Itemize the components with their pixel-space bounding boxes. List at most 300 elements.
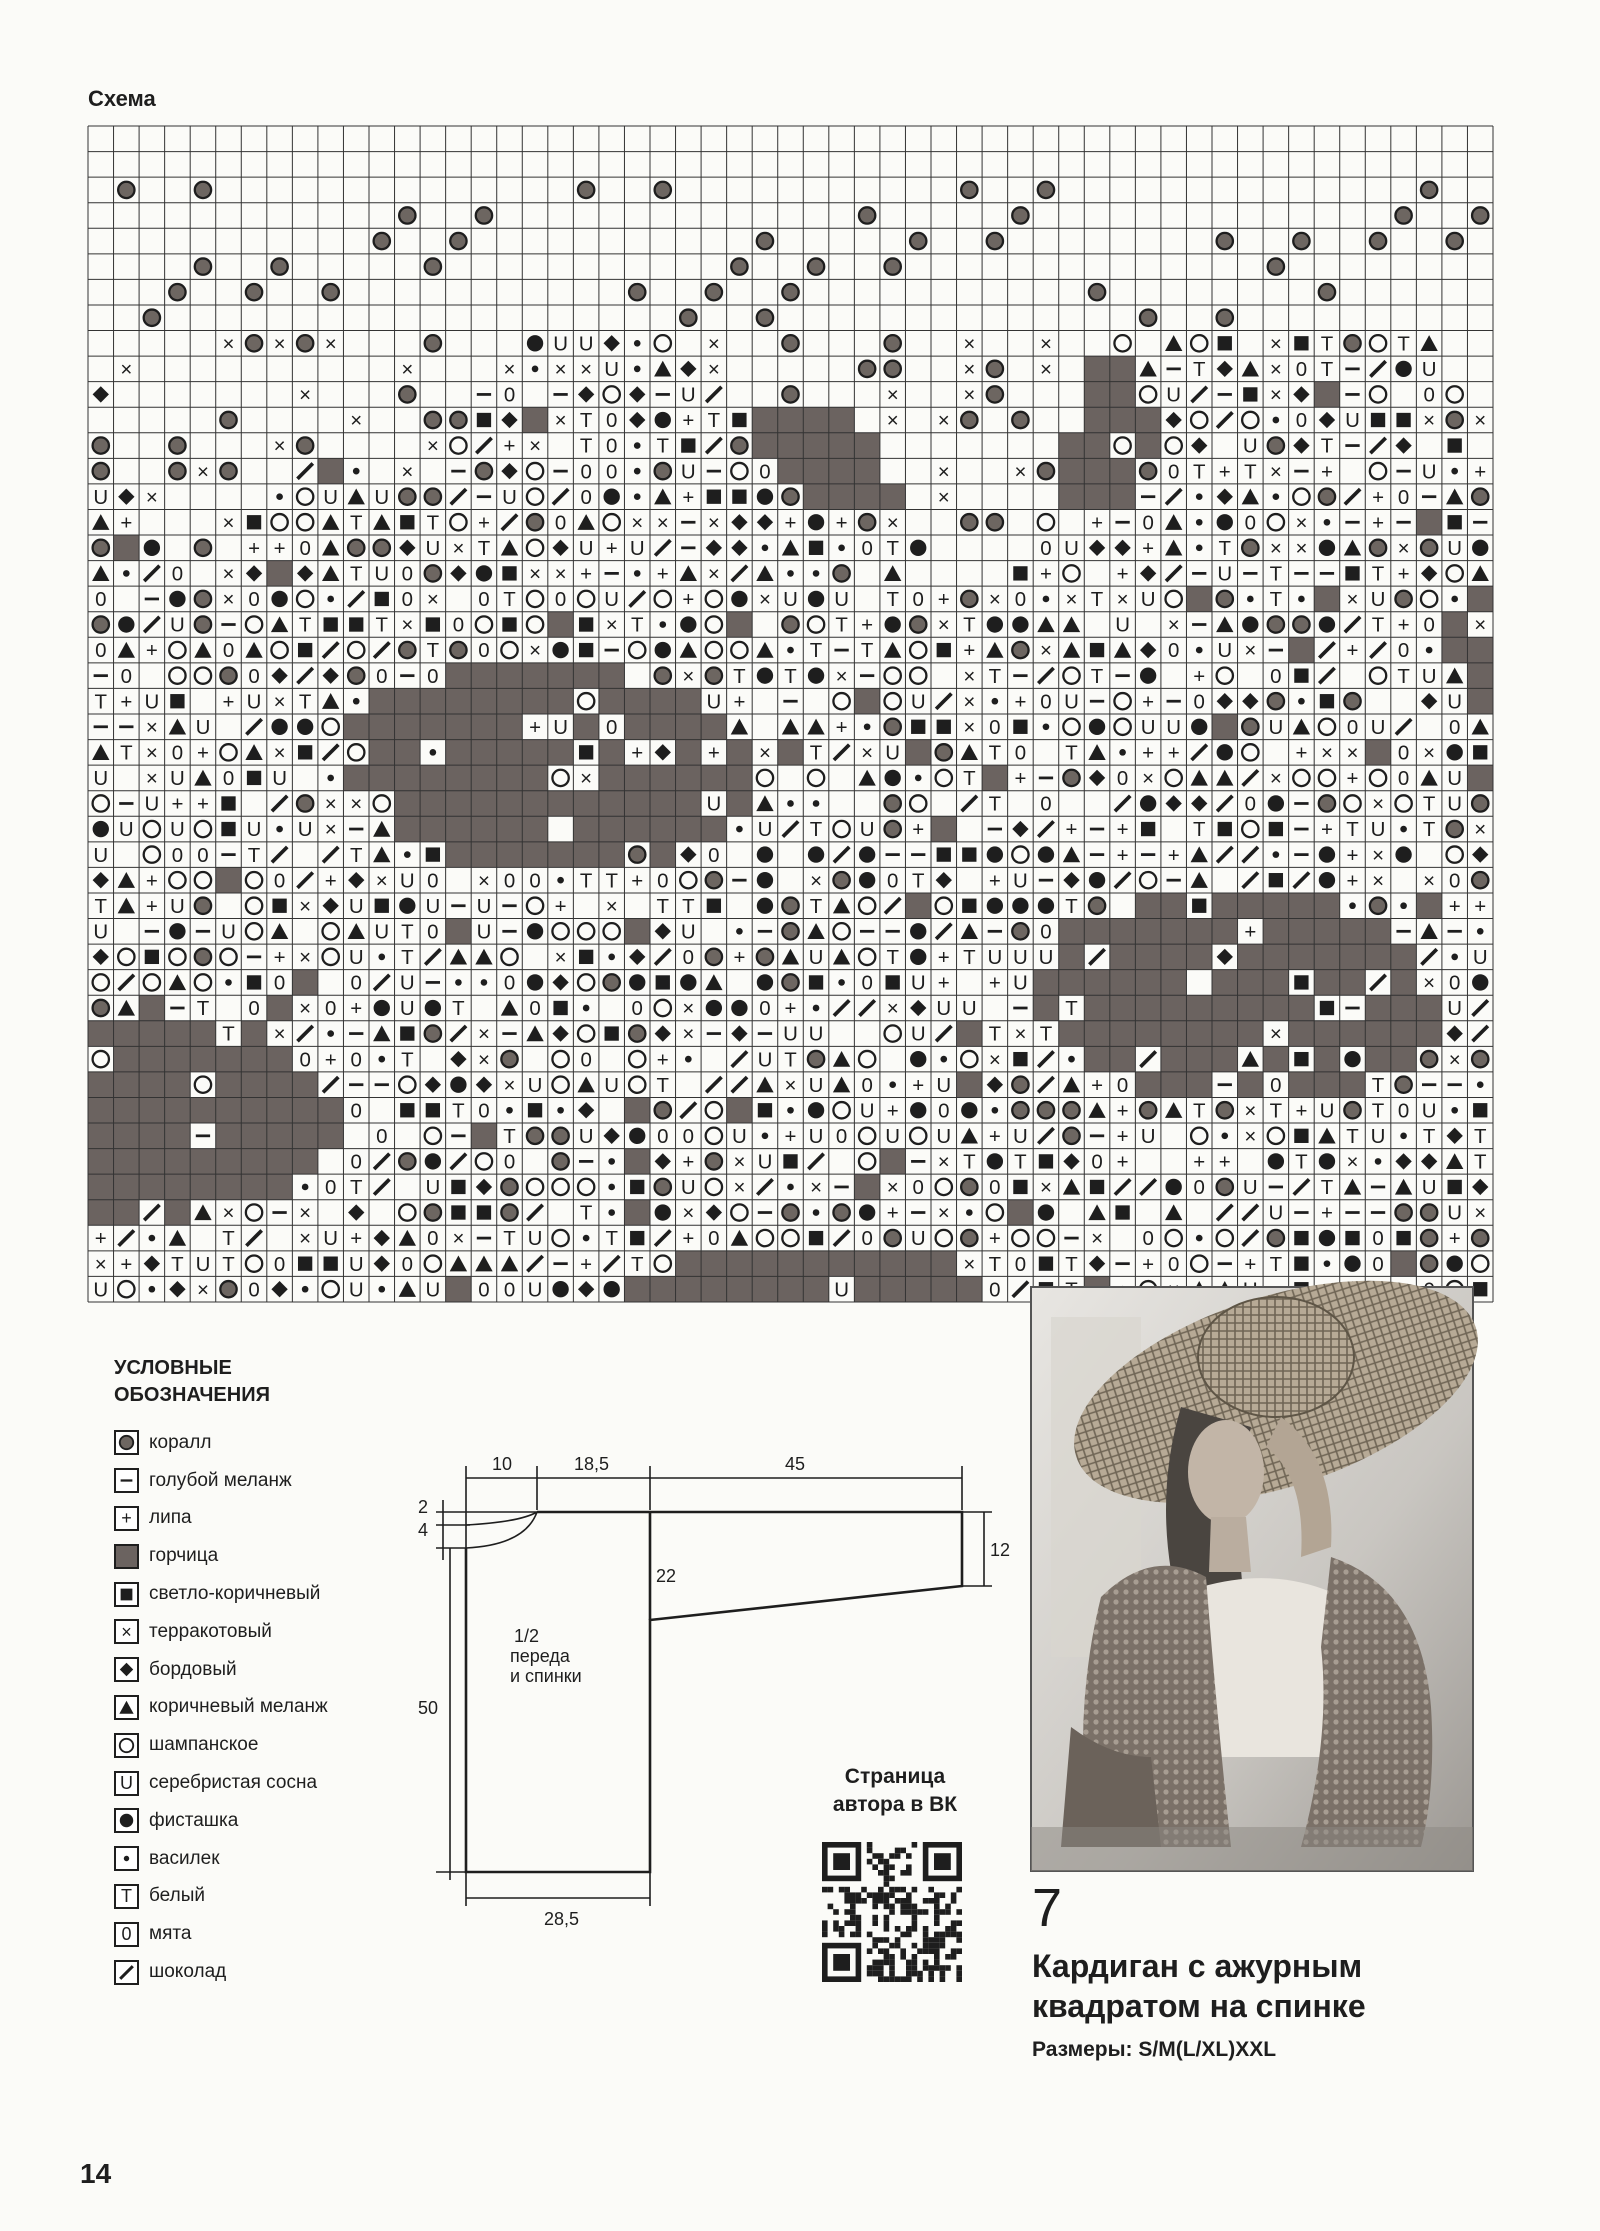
chart-cell-slash [1370,438,1385,453]
chart-cell-plus: + [580,1252,593,1276]
chart-cell-filled [1314,1046,1340,1072]
chart-cell-zero: 0 [605,409,618,433]
chart-cell-dot-ring [1242,540,1258,556]
vk-caption [812,1763,978,1819]
chart-cell-t: T [707,409,721,433]
chart-cell-t: T [988,741,1002,765]
chart-cell-circle [731,1204,747,1220]
chart-cell-slash [859,1000,874,1015]
chart-cell-u: U [808,1073,824,1097]
chart-cell-cross: × [299,1227,312,1251]
chart-cell-circle [527,898,543,914]
chart-cell-zero: 0 [580,485,592,509]
chart-cell-square [1115,1205,1129,1219]
chart-cell-u: U [1421,460,1437,484]
chart-cell-circle [731,642,747,658]
chart-cell-t: T [988,1022,1002,1046]
chart-cell-small-dot [992,698,999,705]
chart-cell-filled [982,765,1008,791]
legend-label: коралл [149,1431,212,1453]
chart-cell-dot-ring [552,1153,568,1169]
chart-cell-square [247,771,261,785]
chart-cell-t: T [1422,1124,1436,1148]
chart-cell-small-dot [378,1286,385,1293]
chart-cell-dot-ring [910,233,926,249]
chart-cell-slash [297,873,312,888]
chart-cell-dot [859,872,875,888]
chart-cell-circle [859,1051,875,1067]
chart-cell-filled [1416,509,1442,535]
chart-cell-filled [752,1276,778,1302]
chart-cell-filled [1212,1021,1238,1047]
chart-cell-plus: + [682,409,695,433]
chart-cell-filled [1467,586,1493,612]
chart-cell-dot-ring [1344,1102,1360,1118]
chart-cell-triangle [450,949,467,965]
chart-cell-circle [833,923,849,939]
chart-cell-circle [323,949,339,965]
chart-cell-slash [1140,1051,1155,1066]
chart-cell-triangle [1139,361,1156,377]
chart-cell-slash [144,617,159,632]
chart-cell-cross: × [1320,741,1333,765]
chart-cell-zero: 0 [759,997,771,1021]
chart-cell-diamond [1472,846,1488,862]
chart-cell-u: U [936,1124,952,1148]
chart-cell-circle [1370,770,1386,786]
chart-cell-circle [93,1051,109,1067]
chart-cell-circle [1012,846,1028,862]
chart-cell-u: U [1064,536,1079,560]
chart-cell-slash [323,745,338,760]
chart-cell-dot-ring [552,1128,568,1144]
chart-cell-slash [1192,387,1207,402]
chart-cell-dot-ring [706,1153,722,1169]
chart-cell-triangle [169,1230,186,1246]
chart-cell-filled [752,1251,778,1277]
chart-cell-triangle [373,821,390,837]
chart-cell-filled [957,1072,983,1098]
chart-cell-dot [552,1281,568,1297]
legend-label: мята [149,1923,192,1945]
chart-cell-filled [471,663,497,689]
chart-cell-filled [1135,433,1161,459]
chart-cell-zero: 0 [273,1252,286,1276]
chart-cell-filled [1212,714,1238,740]
chart-cell-cross: × [580,358,593,382]
chart-cell-square [630,1180,644,1194]
chart-cell-plus: + [1397,562,1410,586]
chart-cell-zero: 0 [861,536,873,560]
chart-cell-plus: + [1397,613,1410,637]
chart-cell-cross: × [988,1048,1001,1072]
chart-cell-diamond [1089,1255,1105,1271]
chart-cell-diamond [731,514,747,530]
chart-cell-dot [1395,361,1411,377]
chart-cell-small-dot [634,366,641,373]
chart-cell-dot [399,898,415,914]
chart-cell-triangle [1063,1077,1080,1093]
chart-cell-triangle [169,974,186,990]
chart-cell-filled [420,765,446,791]
chart-cell-filled [778,740,804,766]
chart-cell-plus: + [1244,920,1257,944]
chart-cell-diamond [1063,872,1079,888]
chart-cell-filled [1365,995,1391,1021]
chart-cell-filled [1186,1072,1212,1098]
chart-cell-cross: × [886,1176,899,1200]
chart-cell-slash [885,898,900,913]
chart-cell-cross: × [963,383,976,407]
chart-cell-t: T [1397,332,1410,356]
chart-cell-filled [727,740,753,766]
chart-cell-cross: × [1474,1201,1487,1225]
chart-cell-circle [93,795,109,811]
chart-cell-plus: + [682,588,695,612]
chart-cell-plus: + [1142,741,1155,765]
chart-cell-slash [1038,821,1053,836]
chart-cell-dot-ring [195,591,211,607]
chart-cell-square [502,566,516,580]
chart-cell-diamond [169,1281,185,1297]
chart-cell-dot-ring [1140,1102,1156,1118]
chart-cell-cross: × [1269,460,1282,484]
chart-cell-circle [527,489,543,505]
chart-cell-small-dot [1400,1133,1407,1140]
chart-cell-dot-ring [323,284,339,300]
chart-cell-dot-ring [93,463,109,479]
chart-cell-square [375,899,389,913]
chart-cell-square [579,617,593,631]
chart-cell-triangle [833,1051,850,1067]
chart-cell-plus: + [145,869,158,893]
chart-cell-triangle [1472,719,1489,735]
chart-cell-cross: × [963,358,976,382]
page-number: 14 [80,2158,112,2189]
chart-cell-dot [1472,540,1488,556]
chart-cell-triangle [1165,1102,1182,1118]
chart-cell-small-dot [608,1184,615,1191]
chart-cell-zero: 0 [1142,1227,1154,1251]
chart-cell-cross: × [1269,536,1282,560]
legend-label: голубой меланж [149,1469,292,1491]
chart-cell-square [1320,1001,1334,1015]
legend-symbol-small-dot [114,1846,139,1871]
chart-cell-square [170,694,184,708]
chart-cell-circle [1063,565,1079,581]
chart-cell-circle [1268,514,1284,530]
chart-cell-plus: + [1474,894,1487,918]
chart-cell-diamond [450,565,466,581]
chart-cell-u: U [93,485,109,509]
chart-cell-cross: × [477,1048,490,1072]
chart-cell-slash [1319,642,1334,657]
chart-cell-square [349,617,363,631]
chart-cell-cross: × [707,562,720,586]
chart-cell-square [937,720,951,734]
chart-cell-dot-ring [782,923,798,939]
chart-cell-filled [446,688,472,714]
chart-cell-square [758,1103,772,1117]
chart-cell-dot [987,1153,1003,1169]
chart-cell-circle [655,335,671,351]
chart-cell-t: T [401,946,414,970]
chart-cell-plus: + [937,971,950,995]
chart-cell-u: U [1447,690,1463,714]
chart-cell-cross: × [145,767,158,791]
chart-cell-u: U [221,920,236,944]
legend-label: василек [149,1847,220,1869]
chart-cell-t: T [1065,1252,1078,1276]
chart-cell-t: T [886,588,899,612]
sizes-value: S/M(L/XL)XXL [1138,2038,1277,2061]
chart-cell-filled [497,714,523,740]
chart-cell-triangle [782,540,799,556]
chart-cell-dot-ring [527,1128,543,1144]
chart-cell-slash [476,438,491,453]
chart-cell-t: T [452,997,465,1021]
chart-cell-cross: × [94,1252,107,1276]
chart-cell-cross: × [222,511,235,535]
chart-cell-cross: × [1372,792,1385,816]
chart-cell-diamond [297,565,313,581]
chart-cell-diamond [348,1204,364,1220]
chart-cell-circle [1370,335,1386,351]
chart-cell-filled [395,791,421,817]
chart-cell-dot [757,846,773,862]
legend-symbol-dot [114,1808,139,1833]
chart-cell-dot-ring [297,437,313,453]
chart-cell-zero: 0 [554,511,567,535]
chart-cell-square [400,1103,414,1117]
legend-title-line1: УСЛОВНЫЕ [114,1357,232,1379]
chart-cell-small-dot [1119,749,1126,756]
chart-cell-square [1345,566,1359,580]
chart-cell-dot-ring [425,489,441,505]
chart-cell-dot [476,565,492,581]
legend-item [114,1840,328,1878]
chart-cell-cross: × [1423,971,1436,995]
chart-cell-u: U [348,946,364,970]
chart-cell-small-dot [1196,1235,1203,1242]
chart-cell-t: T [1371,562,1385,586]
chart-cell-zero: 0 [222,767,235,791]
chart-cell-slash [1345,617,1360,632]
chart-cell-filled [369,765,395,791]
chart-cell-filled [676,1251,702,1277]
chart-cell-filled [522,816,548,842]
chart-cell-circle [859,1128,875,1144]
chart-cell-dot-ring [1421,1051,1437,1067]
chart-cell-u: U [527,1278,543,1302]
chart-cell-filled [599,663,625,689]
chart-cell-dot-ring [808,1051,824,1067]
chart-cell-circle [118,1281,134,1297]
chart-cell-slash [1115,1179,1130,1194]
chart-cell-u: U [93,843,109,867]
chart-cell-filled [1135,944,1161,970]
chart-cell-zero: 0 [95,639,107,663]
chart-cell-dot-ring [169,463,185,479]
chart-cell-filled [1212,919,1238,945]
chart-cell-triangle [1242,489,1259,505]
chart-cell-circle [1447,846,1463,862]
chart-cell-dot-ring [1293,616,1309,632]
chart-cell-plus: + [912,818,925,842]
chart-cell-square [426,1103,440,1117]
chart-cell-filled [88,1174,114,1200]
chart-cell-t: T [222,1252,235,1276]
chart-cell-dot [987,898,1003,914]
chart-cell-filled [446,919,472,945]
legend-item [114,1462,328,1500]
chart-cell-filled [1289,1021,1315,1047]
chart-cell-filled [778,1251,804,1277]
chart-cell-filled [241,1046,267,1072]
chart-cell-dot-ring [1472,207,1488,223]
chart-cell-filled [854,1276,880,1302]
chart-cell-filled [139,1097,165,1123]
chart-cell-circle [680,872,696,888]
chart-cell-circle [552,1077,568,1093]
chart-cell-filled [548,740,574,766]
chart-cell-dot [1038,846,1054,862]
chart-cell-cross: × [426,434,439,458]
chart-cell-circle [169,872,185,888]
chart-cell-filled [573,663,599,689]
chart-cell-dot-ring [782,386,798,402]
chart-cell-dot-ring [961,412,977,428]
chart-cell-zero: 0 [1397,767,1410,791]
chart-cell-slash [451,1026,466,1041]
chart-cell-plus: + [886,1201,899,1225]
chart-cell-square [426,847,440,861]
chart-cell-circle [1191,1255,1207,1271]
chart-cell-cross: × [426,588,439,612]
chart-cell-dot-ring [578,182,594,198]
chart-cell-dot-ring [1319,795,1335,811]
chart-cell-dot-ring [450,642,466,658]
chart-cell-cross: × [401,613,414,637]
chart-cell-square [783,1154,797,1168]
chart-cell-filled [1314,1072,1340,1098]
chart-cell-square [1294,975,1308,989]
chart-cell-cross: × [963,690,976,714]
chart-cell-dot-ring [1038,1102,1054,1118]
chart-cell-circle [578,693,594,709]
chart-cell-circle [1447,565,1463,581]
chart-cell-filled [931,1251,957,1277]
chart-cell-filled [1059,944,1085,970]
chart-cell-dot [425,1000,441,1016]
chart-cell-circle [195,1077,211,1093]
chart-cell-dot-ring [1370,898,1386,914]
chart-cell-filled [522,842,548,868]
chart-cell-zero: 0 [1270,664,1282,688]
chart-cell-dot-ring [399,207,415,223]
chart-cell-filled [318,458,344,484]
chart-cell-small-dot [762,545,769,552]
chart-cell-circle [1063,719,1079,735]
chart-cell-zero: 0 [350,971,362,995]
chart-cell-square [1371,413,1385,427]
chart-cell-diamond [374,1230,390,1246]
chart-cell-filled [1186,586,1212,612]
chart-cell-filled [803,433,829,459]
chart-cell-t: T [605,1227,618,1251]
chart-cell-diamond [1447,1025,1463,1041]
model-title [1032,1946,1366,2026]
chart-cell-slash [297,668,312,683]
chart-cell-small-dot [149,1286,156,1293]
chart-cell-zero: 0 [248,1278,260,1302]
chart-cell-triangle [961,744,978,760]
chart-cell-dot [169,923,185,939]
chart-cell-cross: × [350,792,363,816]
chart-cell-t: T [1065,997,1078,1021]
chart-cell-diamond [476,1179,492,1195]
qr-code[interactable] [822,1842,962,1982]
chart-cell-filled [854,1251,880,1277]
chart-cell-circle [527,616,543,632]
chart-cell-zero: 0 [299,1048,311,1072]
chart-cell-filled [165,1149,191,1175]
chart-cell-slash [272,847,287,862]
chart-cell-dot [1319,540,1335,556]
chart-cell-triangle [1446,667,1463,683]
chart-cell-cross: × [1295,511,1308,535]
chart-cell-triangle [194,770,211,786]
chart-cell-square [221,796,235,810]
chart-cell-cross: × [503,1073,516,1097]
chart-cell-circle [144,974,160,990]
chart-cell-circle [629,1051,645,1067]
chart-cell-diamond [374,1255,390,1271]
chart-cell-slash [1115,796,1130,811]
chart-cell-circle [655,591,671,607]
chart-cell-plus: + [120,511,133,535]
chart-cell-dot-ring [1063,1128,1079,1144]
chart-cell-circle [885,667,901,683]
chart-cell-dot-ring [833,565,849,581]
chart-cell-filled [1314,893,1340,919]
chart-cell-filled [829,407,855,433]
chart-cell-u: U [399,869,415,893]
chart-cell-t: T [1473,1124,1487,1148]
chart-cell-square [1294,668,1308,682]
chart-cell-u: U [1447,767,1463,791]
chart-cell-filled [854,458,880,484]
chart-cell-circle [808,770,824,786]
chart-cell-cross: × [273,1022,286,1046]
chart-cell-square [809,1231,823,1245]
chart-cell-u: U [757,818,773,842]
chart-cell-u: U [144,690,160,714]
chart-cell-circle [1166,437,1182,453]
chart-cell-small-dot [813,1005,820,1012]
chart-cell-dot-ring [1012,923,1028,939]
chart-cell-plus: + [937,588,950,612]
chart-cell-cross: × [1474,613,1487,637]
chart-cell-cross: × [1039,1176,1052,1200]
chart-cell-filled [1110,970,1136,996]
chart-cell-plus: + [1116,1099,1129,1123]
chart-cell-cross: × [1372,869,1385,893]
chart-cell-dot [859,1204,875,1220]
chart-cell-filled [1161,893,1187,919]
chart-cell-u: U [885,741,901,765]
chart-cell-filled [369,688,395,714]
